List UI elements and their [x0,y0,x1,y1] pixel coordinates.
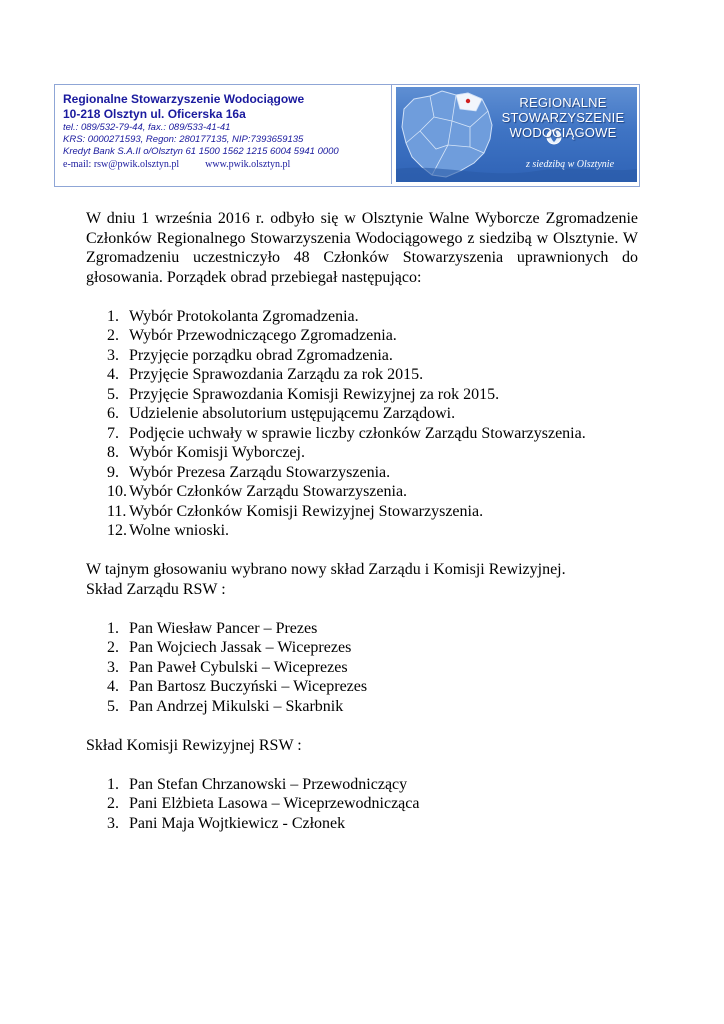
list-item-number: 4. [107,678,119,695]
board-member [86,638,638,658]
agenda-item [86,385,638,405]
agenda-item [86,521,638,541]
agenda-item [86,502,638,522]
list-item-text: Przyjęcie Sprawozdania Komisji Rewizyjnej za rok 2015. [129,385,500,403]
agenda-item [86,463,638,483]
email-website-line [63,158,391,171]
list-item-text: Wybór Protokolanta Zgromadzenia. [129,307,359,325]
organization-logo [396,87,637,182]
logo-line-3: WODOCIĄGOWE [509,125,617,140]
letterhead [54,84,640,187]
commission-member [86,814,638,834]
list-item-text: Przyjęcie Sprawozdania Zarządu za rok 2015. [129,366,424,383]
list-item-text: Pan Stefan Chrzanowski – Przewodniczący [129,775,408,793]
board-list [86,619,638,717]
logo-line-1: REGIONALNE [519,95,607,110]
list-item-number: 8. [107,444,119,461]
commission-member [86,775,638,795]
agenda-item [86,424,638,444]
list-item-text: Pan Wiesław Pancer – Prezes [129,619,318,637]
list-item-number: 1. [107,775,119,793]
agenda-item [86,365,638,385]
list-item-number: 7. [107,424,119,442]
agenda-list [86,307,638,541]
list-item-text: Podjęcie uchwały w sprawie liczby członków Zarządu Stowarzyszenia. [129,424,586,442]
list-item-text: Udzielenie absolutorium ustępującemu Zarządowi. [129,405,456,422]
board-member [86,697,638,717]
spacer [86,541,638,561]
bank-account: Kredyt Bank S.A.II o/Olsztyn 61 1500 1562 1215 6004 5941 0000 [63,146,339,157]
website-link[interactable]: www.pwik.olsztyn.pl [205,159,291,170]
list-item-text: Pani Elżbieta Lasowa – Wiceprzewodnicząca [129,795,420,812]
list-item-text: Pan Wojciech Jassak – Wiceprezes [129,639,352,656]
list-item-number: 5. [107,697,119,715]
spacer [86,599,638,619]
org-name: Regionalne Stowarzyszenie Wodociągowe [63,92,305,106]
registry-numbers: KRS: 0000271593, Regon: 280177135, NIP:7393659135 [63,134,304,145]
phone-fax: tel.: 089/532-79-44, fax.: 089/533-41-41 [63,122,231,133]
board-member [86,677,638,697]
email-link[interactable]: e-mail: rsw@pwik.olsztyn.pl [63,159,180,170]
list-item-number: 1. [107,307,119,325]
list-item-number: 2. [107,639,119,656]
list-item-number: 12. [107,522,127,539]
agenda-item [86,346,638,366]
logo-tagline: z siedzibą w Olsztynie [525,159,615,170]
list-item-text: Pan Bartosz Buczyński – Wiceprezes [129,678,368,695]
board-heading: Skład Zarządu RSW : [86,580,226,598]
letterhead-contact-block [55,85,392,184]
list-item-text: Wybór Członków Komisji Rewizyjnej Stowarzyszenia. [129,502,484,520]
board-member [86,619,638,639]
list-item-number: 10. [107,483,127,500]
list-item-text: Wybór Członków Zarządu Stowarzyszenia. [129,483,408,500]
list-item-number: 2. [107,327,119,344]
list-item-number: 2. [107,795,119,812]
list-item-text: Wybór Komisji Wyborczej. [129,444,305,461]
list-item-number: 3. [107,814,119,832]
list-item-number: 1. [107,619,119,637]
list-item-text: Pani Maja Wojtkiewicz - Członek [129,814,346,832]
agenda-item [86,443,638,463]
agenda-item [86,326,638,346]
list-item-text: Przyjęcie porządku obrad Zgromadzenia. [129,346,393,364]
list-item-number: 4. [107,366,119,383]
list-item-text: Pan Andrzej Mikulski – Skarbnik [129,697,344,715]
list-item-number: 9. [107,463,119,481]
logo-line-2: STOWARZYSZENIE [501,110,625,125]
spacer [86,716,638,736]
list-item-text: Wolne wnioski. [129,522,230,539]
commission-member [86,794,638,814]
list-item-text: Wybór Przewodniczącego Zgromadzenia. [129,327,397,344]
vote-sentence: W tajnym głosowaniu wybrano nowy skład Zarządu i Komisji Rewizyjnej. [86,561,566,578]
commission-heading: Skład Komisji Rewizyjnej RSW : [86,736,302,754]
intro-paragraph: W dniu 1 września 2016 r. odbyło się w Olsztynie Walne Wyborcze Zgromadzenie Członków Regionalnego Stowarzyszenia Wodociągowego z siedzibą w Olsztynie. W Zgromadzeniu uczestniczyło 48 Członków Stowarzyszenia uprawnionych do głosowania. Porządek obrad przebiegał następująco: [86,210,638,286]
list-item-number: 6. [107,405,119,422]
spacer [86,755,638,775]
spacer [86,287,638,307]
agenda-item [86,482,638,502]
agenda-item [86,307,638,327]
agenda-item [86,404,638,424]
commission-list [86,775,638,834]
board-member [86,658,638,678]
list-item-number: 11. [107,502,127,520]
logo-wordmark [490,95,636,140]
document-body [86,209,638,833]
list-item-number: 3. [107,658,119,676]
org-address: 10-218 Olsztyn ul. Oficerska 16a [63,107,246,121]
list-item-number: 5. [107,385,119,403]
list-item-text: Pan Paweł Cybulski – Wiceprezes [129,658,348,676]
list-item-number: 3. [107,346,119,364]
list-item-text: Wybór Prezesa Zarządu Stowarzyszenia. [129,463,391,481]
